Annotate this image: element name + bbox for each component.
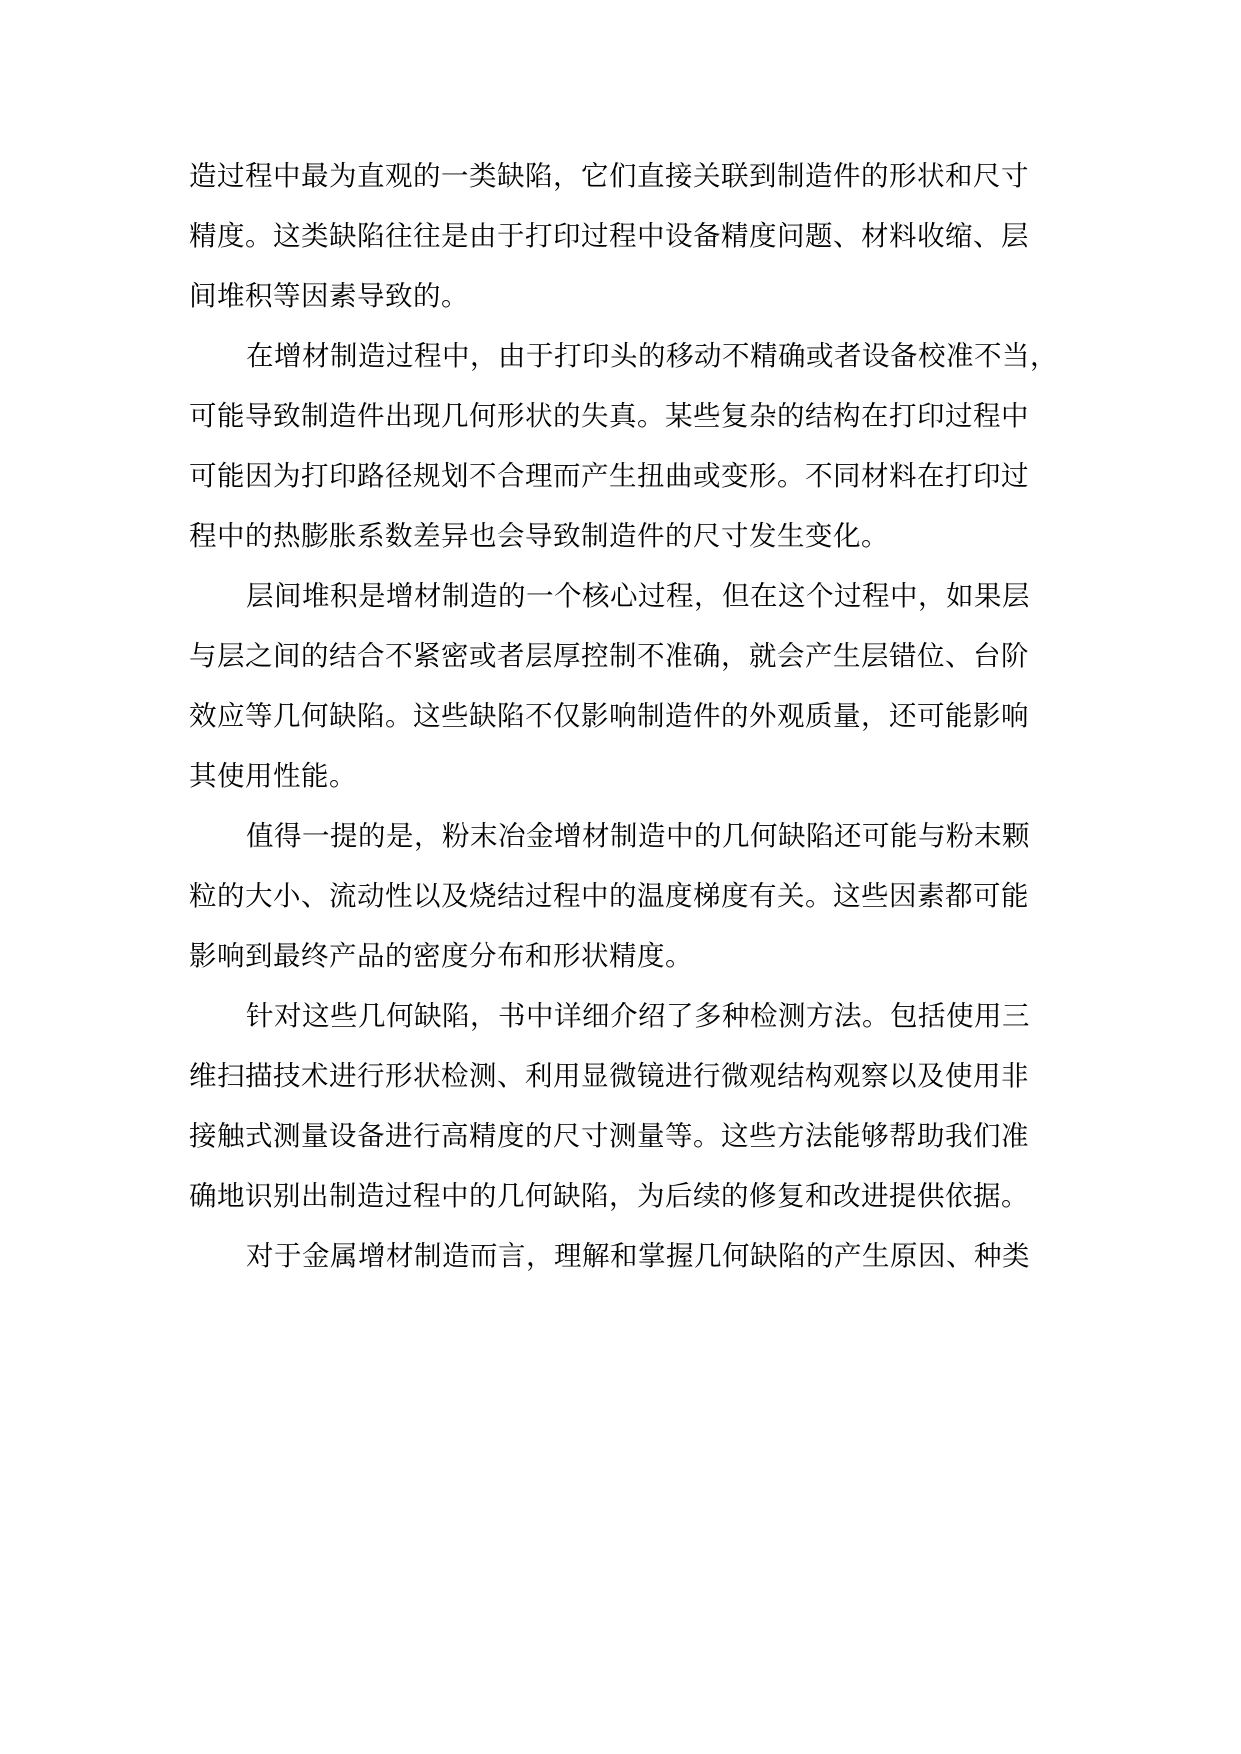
text-line: 其使用性能。 — [189, 760, 357, 792]
paragraph — [189, 1226, 1051, 1286]
paragraph — [189, 326, 1058, 566]
text-line: 值得一提的是，粉末冶金增材制造中的几何缺陷还可能与粉末颗 — [246, 820, 1030, 852]
text-line: 可能因为打印路径规划不合理而产生扭曲或变形。不同材料在打印过 — [189, 460, 1029, 492]
text-line: 效应等几何缺陷。这些缺陷不仅影响制造件的外观质量，还可能影响 — [189, 700, 1029, 732]
text-line: 造过程中最为直观的一类缺陷，它们直接关联到制造件的形状和尺寸 — [189, 160, 1029, 192]
text-line: 层间堆积是增材制造的一个核心过程，但在这个过程中，如果层 — [246, 580, 1030, 612]
text-line: 间堆积等因素导致的。 — [189, 280, 469, 312]
text-line: 在增材制造过程中，由于打印头的移动不精确或者设备校准不当， — [246, 340, 1058, 372]
text-line: 粒的大小、流动性以及烧结过程中的温度梯度有关。这些因素都可能 — [189, 880, 1029, 912]
document-body — [189, 146, 1058, 1286]
paragraph — [189, 146, 1051, 326]
paragraph — [189, 806, 1051, 986]
paragraph — [189, 986, 1051, 1226]
text-line: 对于金属增材制造而言，理解和掌握几何缺陷的产生原因、种类 — [246, 1240, 1030, 1272]
text-line: 接触式测量设备进行高精度的尺寸测量等。这些方法能够帮助我们准 — [189, 1120, 1029, 1152]
text-line: 针对这些几何缺陷，书中详细介绍了多种检测方法。包括使用三 — [246, 1000, 1030, 1032]
text-line: 维扫描技术进行形状检测、利用显微镜进行微观结构观察以及使用非 — [189, 1060, 1029, 1092]
text-line: 影响到最终产品的密度分布和形状精度。 — [189, 940, 693, 972]
text-line: 确地识别出制造过程中的几何缺陷，为后续的修复和改进提供依据。 — [189, 1180, 1029, 1212]
text-line: 可能导致制造件出现几何形状的失真。某些复杂的结构在打印过程中 — [189, 400, 1029, 432]
text-line: 与层之间的结合不紧密或者层厚控制不准确，就会产生层错位、台阶 — [189, 640, 1029, 672]
text-line: 精度。这类缺陷往往是由于打印过程中设备精度问题、材料收缩、层 — [189, 220, 1029, 252]
text-line: 程中的热膨胀系数差异也会导致制造件的尺寸发生变化。 — [189, 520, 889, 552]
paragraph — [189, 566, 1051, 806]
